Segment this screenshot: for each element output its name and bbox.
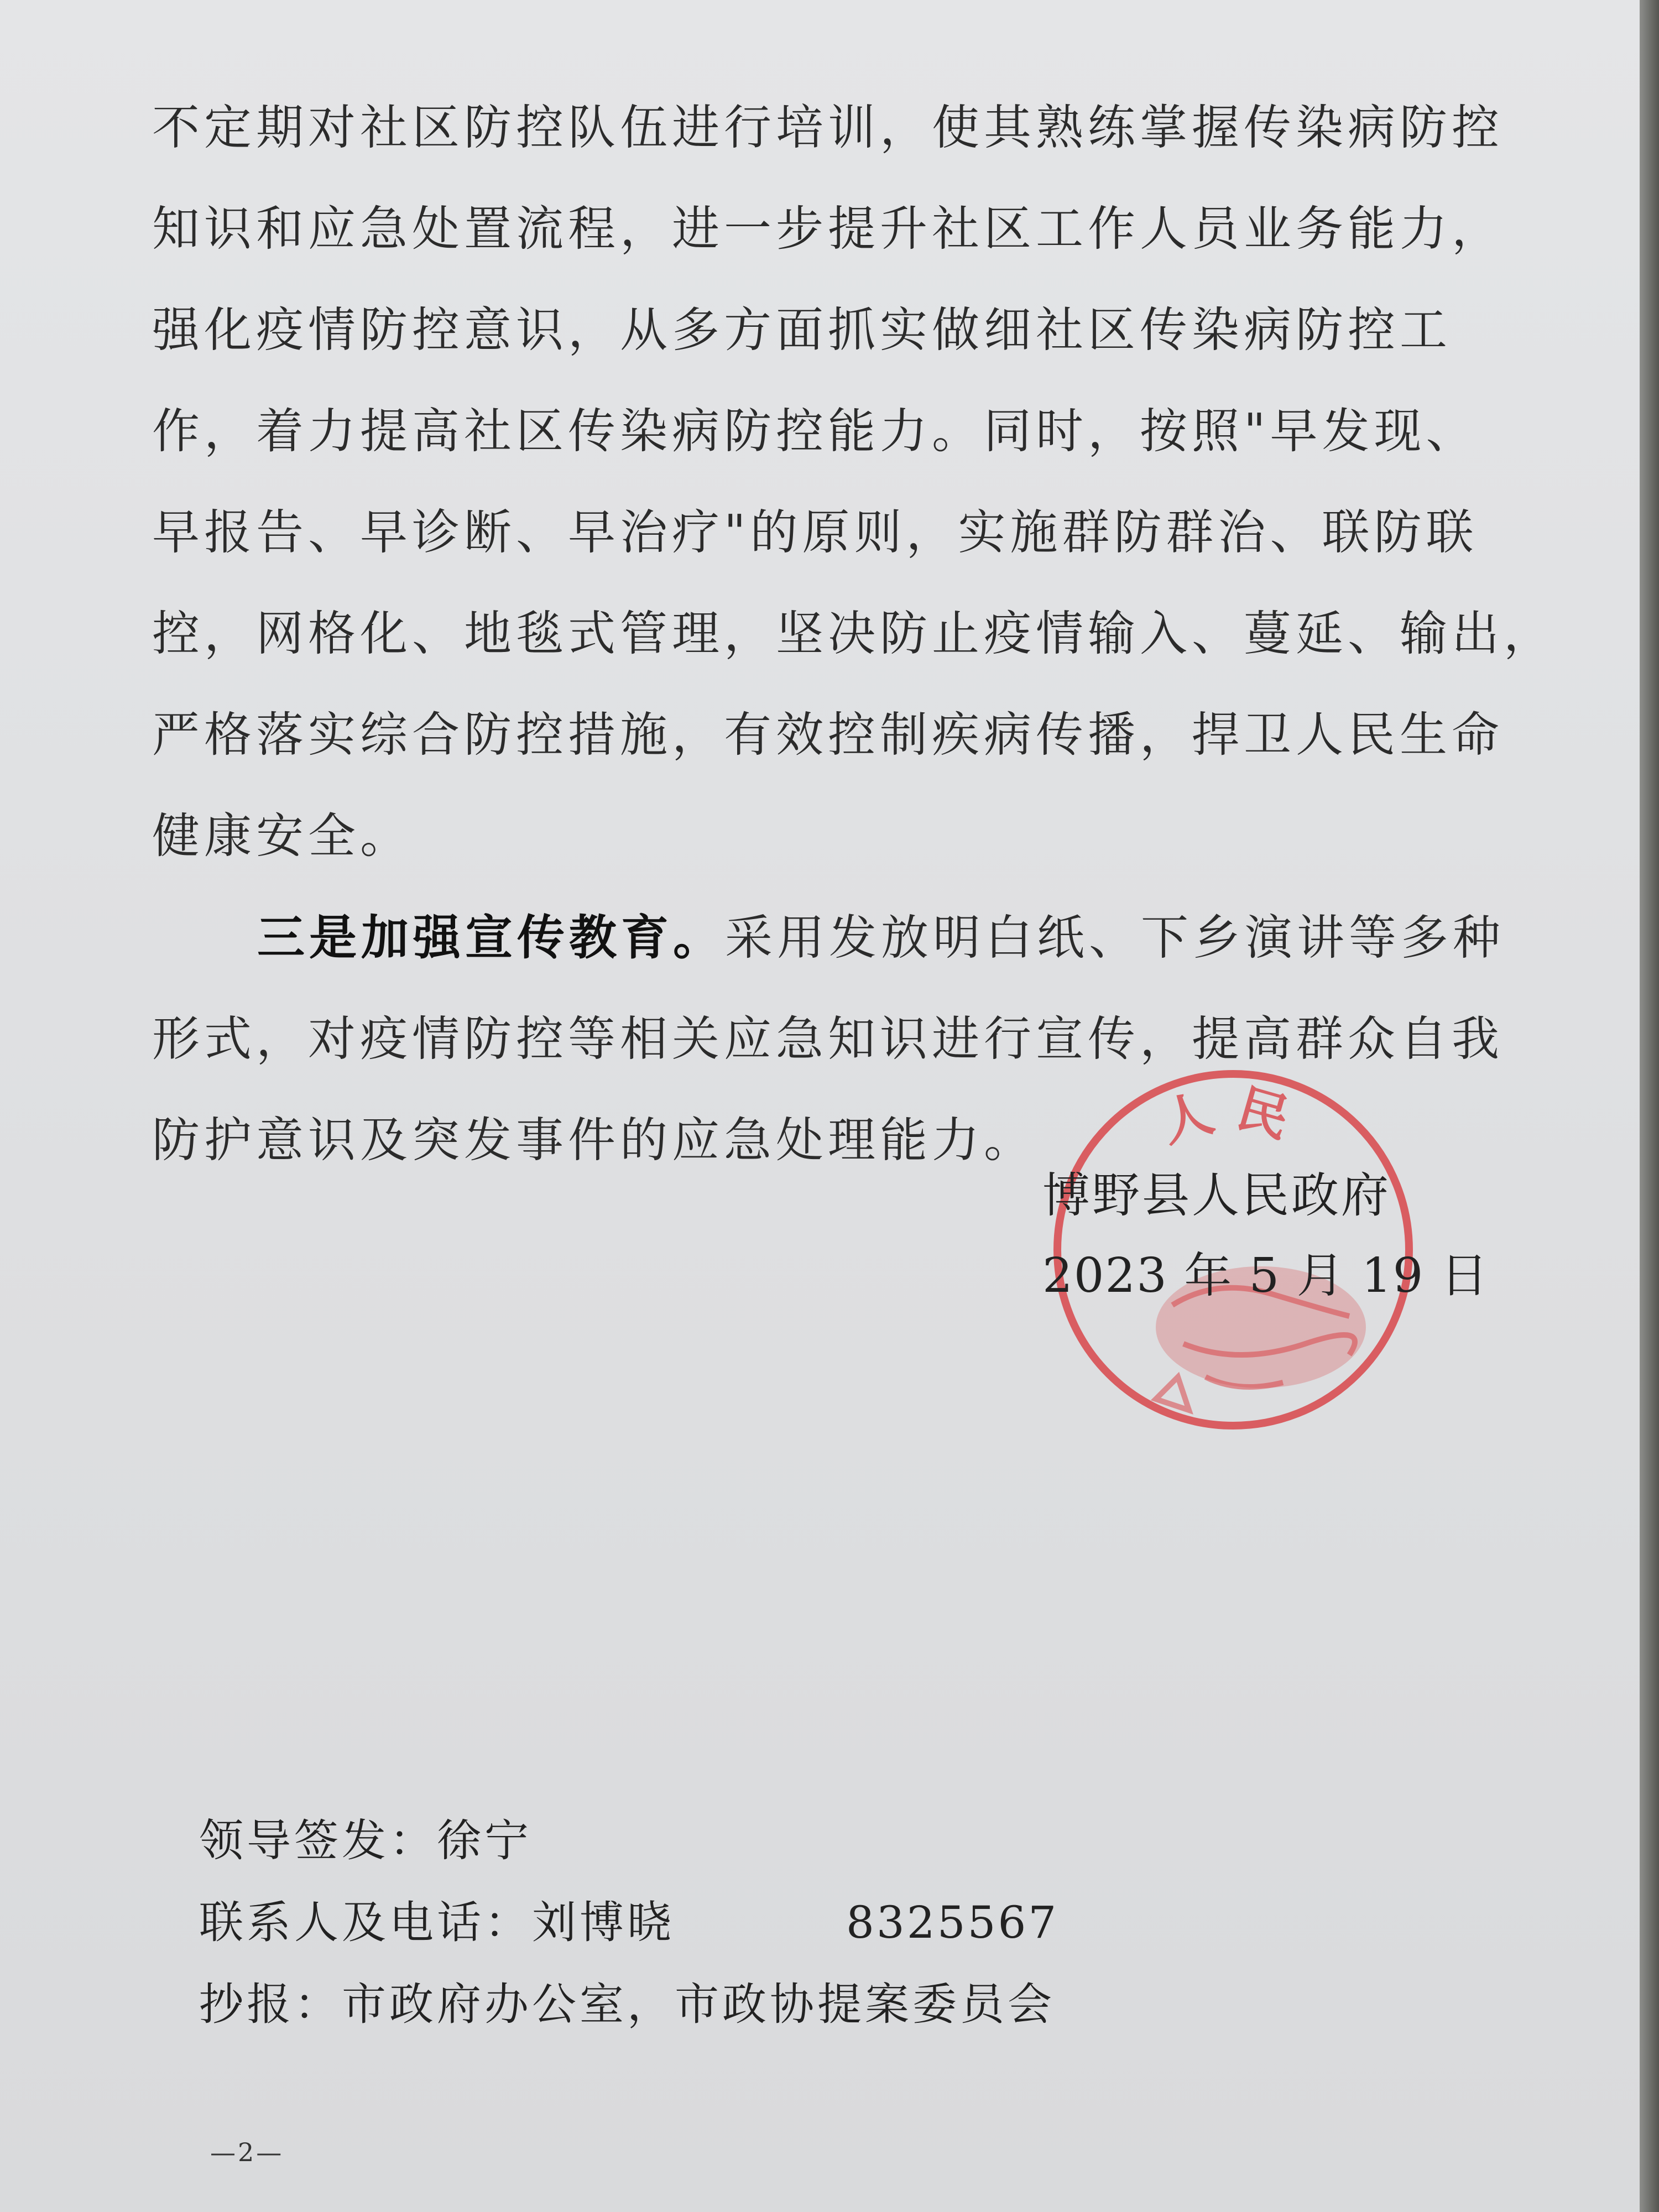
issue-date: 2023 年 5 月 19 日 [1042,1248,1489,1303]
cc-list: 抄报：市政府办公室，市政协提案委员会 [199,1979,1055,2030]
issuing-organization: 博野县人民政府 [1042,1168,1391,1223]
issued-by: 领导签发：徐宁 [199,1815,532,1866]
contact-label: 联系人及电话：刘博晓 [199,1897,675,1948]
text-line: 防护意识及突发事件的应急处理能力。 [152,1113,1036,1168]
text-line: 知识和应急处置流程，进一步提升社区工作人员业务能力， [152,201,1504,257]
seal-text: 人民 [1154,1078,1312,1154]
document-body [152,77,1556,1191]
paragraph-heading: 三是加强宣传教育。 [257,910,725,966]
text-line: 不定期对社区防控队伍进行培训，使其熟练掌握传染病防控 [152,100,1504,155]
page-number: —2— [210,2137,284,2167]
text-line: 控，网格化、地毯式管理，坚决防止疫情输入、蔓延、输出， [152,606,1556,661]
text-span: 采用发放明白纸、下乡演讲等多种 [725,910,1505,966]
text-line: 严格落实综合防控措施，有效控制疾病传播，捍卫人民生命 [152,707,1504,763]
text-line: 早报告、早诊断、早治疗"的原则，实施群防群治、联防联 [152,505,1478,560]
text-line: 作，着力提高社区传染病防控能力。同时，按照"早发现、 [152,404,1478,459]
text-line: 强化疫情防控意识，从多方面抓实做细社区传染病防控工 [152,302,1452,358]
text-line [152,887,1505,989]
page-edge-shadow [1640,0,1659,2212]
contact-line [199,1882,1058,1964]
text-line: 形式，对疫情防控等相关应急知识进行宣传，提高群众自我 [152,1011,1504,1067]
text-line: 健康安全。 [152,808,412,864]
contact-phone: 8325567 [846,1897,1059,1948]
paragraph-continued [152,77,1556,887]
document-footer [199,1800,1058,2046]
signature-block [1042,1156,1489,1316]
